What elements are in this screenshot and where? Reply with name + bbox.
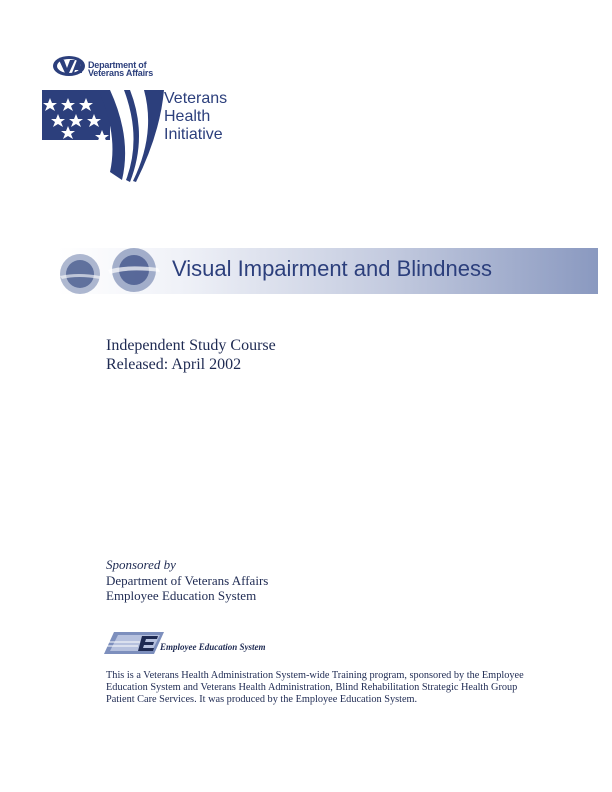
course-title: Visual Impairment and Blindness	[172, 256, 492, 281]
vhi-flag-logo	[40, 88, 164, 184]
ees-logo-icon	[104, 630, 166, 656]
va-seal-icon	[52, 55, 86, 77]
course-type: Independent Study Course	[106, 337, 276, 354]
ees-emblems-icon	[56, 246, 168, 298]
sponsor-system: Employee Education System	[106, 588, 257, 603]
va-logo-line2: Veterans Affairs	[88, 68, 153, 78]
vhi-title-line2: Health	[164, 108, 211, 125]
release-date: Released: April 2002	[106, 356, 242, 373]
vhi-title-line1: Veterans	[164, 90, 228, 107]
program-description: This is a Veterans Health Administration System-wide Training program, sponsored by the Employee Education System and Veterans Health Administration, Blind Rehabilitation Strategic Health Group Patient Care Services. It was produced by the Employee Education System.	[106, 670, 524, 705]
ees-logo-text: Employee Education System	[160, 642, 266, 652]
sponsor-department: Department of Veterans Affairs	[106, 573, 269, 588]
va-logo-line1: Department of	[88, 60, 147, 70]
sponsor-label: Sponsored by	[106, 557, 176, 572]
vhi-title-line3: Initiative	[164, 126, 223, 143]
